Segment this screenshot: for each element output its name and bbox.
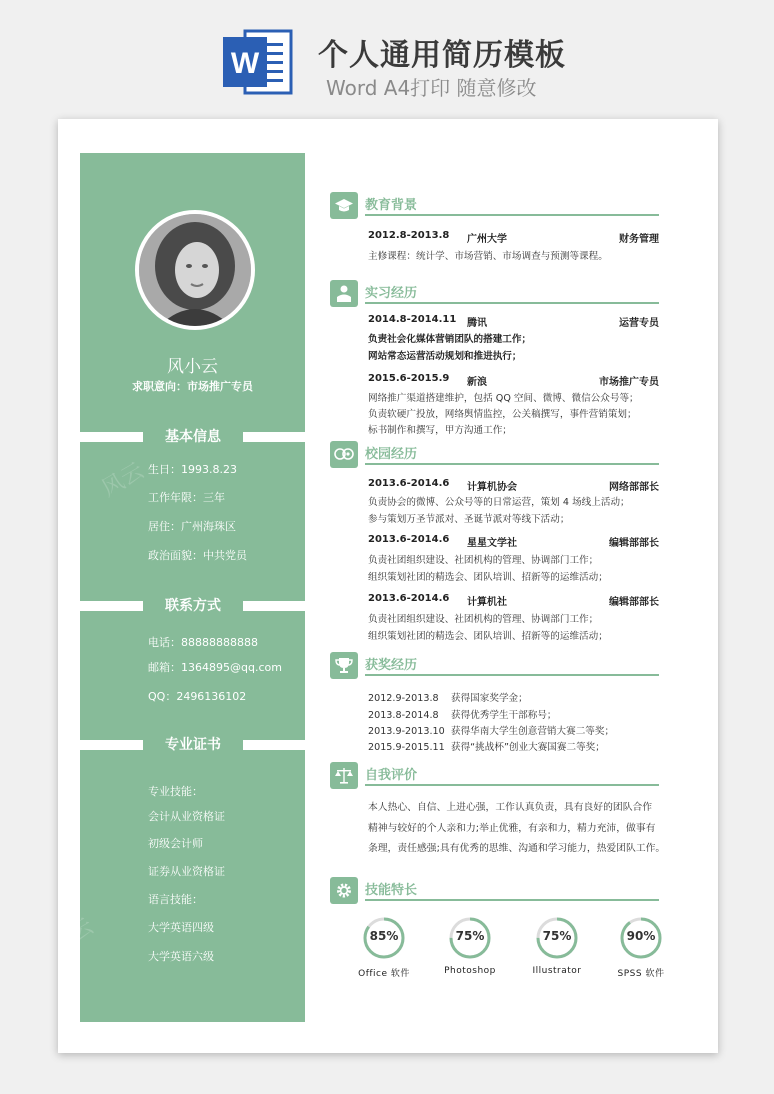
cert-item: 大学英语四级 (148, 921, 214, 934)
profile-name: 风小云 (167, 357, 218, 377)
cert-item: 专业技能： (148, 785, 203, 798)
evaluation-line: 条理，责任感强;具有优秀的思维、沟通和学习能力，热爱团队工作。 (368, 843, 666, 854)
contact-item: 邮箱：1364895@qq.com (148, 661, 282, 674)
section-campus-title: 校园经历 (365, 447, 418, 462)
section-contact-title: 联系方式 (165, 598, 221, 614)
avatar (135, 210, 255, 330)
people-icon (330, 441, 358, 468)
skill-name: Office 软件 (358, 969, 410, 979)
cert-item: 语言技能： (148, 893, 203, 906)
balance-scale-icon (330, 762, 358, 789)
page-header (0, 0, 774, 110)
gear-icon (330, 877, 358, 904)
skill-name: Illustrator (532, 966, 582, 976)
section-evaluation-header (330, 762, 659, 792)
section-skills-header (330, 877, 659, 907)
contact-item: 电话：88888888888 (148, 636, 258, 649)
skill-name: Photoshop (444, 966, 496, 976)
skill-percent: 85% (369, 929, 399, 943)
campus-line: 参与策划万圣节派对、圣诞节派对等线下活动； (368, 514, 570, 525)
skill-item (517, 916, 597, 976)
cert-item: 大学英语六级 (148, 950, 214, 963)
graduation-cap-icon (330, 192, 358, 219)
section-basic-header (80, 429, 305, 445)
section-certs-header (80, 737, 305, 753)
section-awards-header (330, 652, 659, 682)
trophy-icon (330, 652, 358, 679)
campus-line: 负责社团组织建设、社团机构的管理、协调部门工作； (368, 614, 599, 625)
internship-line: 负责社会化媒体营销团队的搭建工作； (368, 334, 532, 345)
award-item: 2012.9-2013.8 获得国家奖学金； (368, 693, 528, 704)
campus-line: 组织策划社团的精选会、团队培训、招新等的运维活动； (368, 631, 608, 642)
page-subtitle: Word A4打印 随意修改 (326, 76, 537, 100)
award-item: 2013.8-2014.8 获得优秀学生干部称号； (368, 710, 557, 721)
section-contact-header (80, 598, 305, 614)
cert-item: 初级会计师 (148, 837, 203, 850)
skill-item (430, 916, 510, 976)
evaluation-line: 本人热心、自信、上进心强，工作认真负责，具有良好的团队合作 (368, 802, 653, 813)
skill-percent: 75% (455, 929, 485, 943)
cert-item: 证券从业资格证 (148, 865, 225, 878)
campus-entry: 2013.6-2014.6 计算机协会 网络部部长 (368, 478, 659, 493)
internship-entry: 2014.8-2014.11 腾讯 运营专员 (368, 314, 659, 329)
basic-item: 工作年限：三年 (148, 491, 225, 504)
education-line: 主修课程：统计学、市场营销、市场调查与预测等课程。 (368, 251, 608, 262)
evaluation-line: 精神与较好的个人亲和力;举止优雅，有亲和力，精力充沛，做事有 (368, 823, 656, 834)
section-internship-header (330, 280, 659, 310)
section-education-header (330, 192, 659, 222)
cert-item: 会计从业资格证 (148, 810, 225, 823)
skill-percent: 90% (626, 929, 656, 943)
skill-item (344, 916, 424, 979)
contact-item: QQ：2496136102 (148, 690, 247, 703)
award-item: 2013.9-2013.10 获得华南大学生创意营销大赛二等奖； (368, 726, 615, 737)
campus-entry: 2013.6-2014.6 星星文学社 编辑部部长 (368, 534, 659, 549)
internship-entry: 2015.6-2015.9 新浪 市场推广专员 (368, 373, 659, 388)
internship-line: 标书制作和撰写，甲方沟通工作； (368, 425, 512, 436)
svg-text:W: W (230, 47, 260, 80)
section-evaluation-title: 自我评价 (365, 768, 418, 783)
section-skills-title: 技能特长 (365, 883, 418, 898)
basic-item: 政治面貌：中共党员 (148, 549, 247, 562)
campus-line: 组织策划社团的精选会、团队培训、招新等的运维活动； (368, 572, 608, 583)
section-education-title: 教育背景 (365, 198, 418, 213)
resume-paper (58, 119, 718, 1053)
basic-item: 生日：1993.8.23 (148, 463, 237, 476)
skill-item (601, 916, 681, 979)
skill-percent: 75% (542, 929, 572, 943)
internship-line: 网络推广渠道搭建维护，包括 QQ 空间、微博、微信公众号等； (368, 393, 639, 404)
internship-line: 网站常态运营活动规划和推进执行； (368, 351, 522, 362)
section-campus-header (330, 441, 659, 471)
campus-line: 负责社团组织建设、社团机构的管理、协调部门工作； (368, 555, 599, 566)
education-entry: 2012.8-2013.8 广州大学 财务管理 (368, 230, 659, 245)
campus-line: 负责协会的微博、公众号等的日常运营，策划 4 场线上活动； (368, 497, 630, 508)
profile-intent: 求职意向：市场推广专员 (132, 380, 253, 393)
section-certs-title: 专业证书 (165, 737, 221, 753)
section-awards-title: 获奖经历 (365, 658, 418, 673)
basic-item: 居住：广州海珠区 (148, 520, 236, 533)
section-internship-title: 实习经历 (365, 286, 418, 301)
campus-entry: 2013.6-2014.6 计算机社 编辑部部长 (368, 593, 659, 608)
internship-line: 负责软硬广投放，网络舆情监控，公关稿撰写，事件营销策划； (368, 409, 637, 420)
resume-main (330, 119, 700, 1053)
word-doc-icon (223, 27, 295, 97)
person-icon (330, 280, 358, 307)
section-basic-title: 基本信息 (165, 429, 221, 445)
skill-name: SPSS 软件 (617, 969, 665, 979)
page-title: 个人通用简历模板 (318, 38, 566, 73)
award-item: 2015.9-2015.11 获得“挑战杯”创业大赛国赛二等奖； (368, 742, 605, 753)
resume-sidebar: 风云 云 风小云 求职意向：市场推广专员 基本信息 生日：1993.8.23 工作年限：三年 居住：广州海珠区 政治面貌：中共党员 联系方式 电话：88888888888 邮箱：1364895@qq.com QQ：2496136102 专业证书 专业技能： 会计从业资格证 初级会计师 证券从业资格证 语言技能： 大学英语四级 大学英语六级 (80, 153, 305, 1022)
